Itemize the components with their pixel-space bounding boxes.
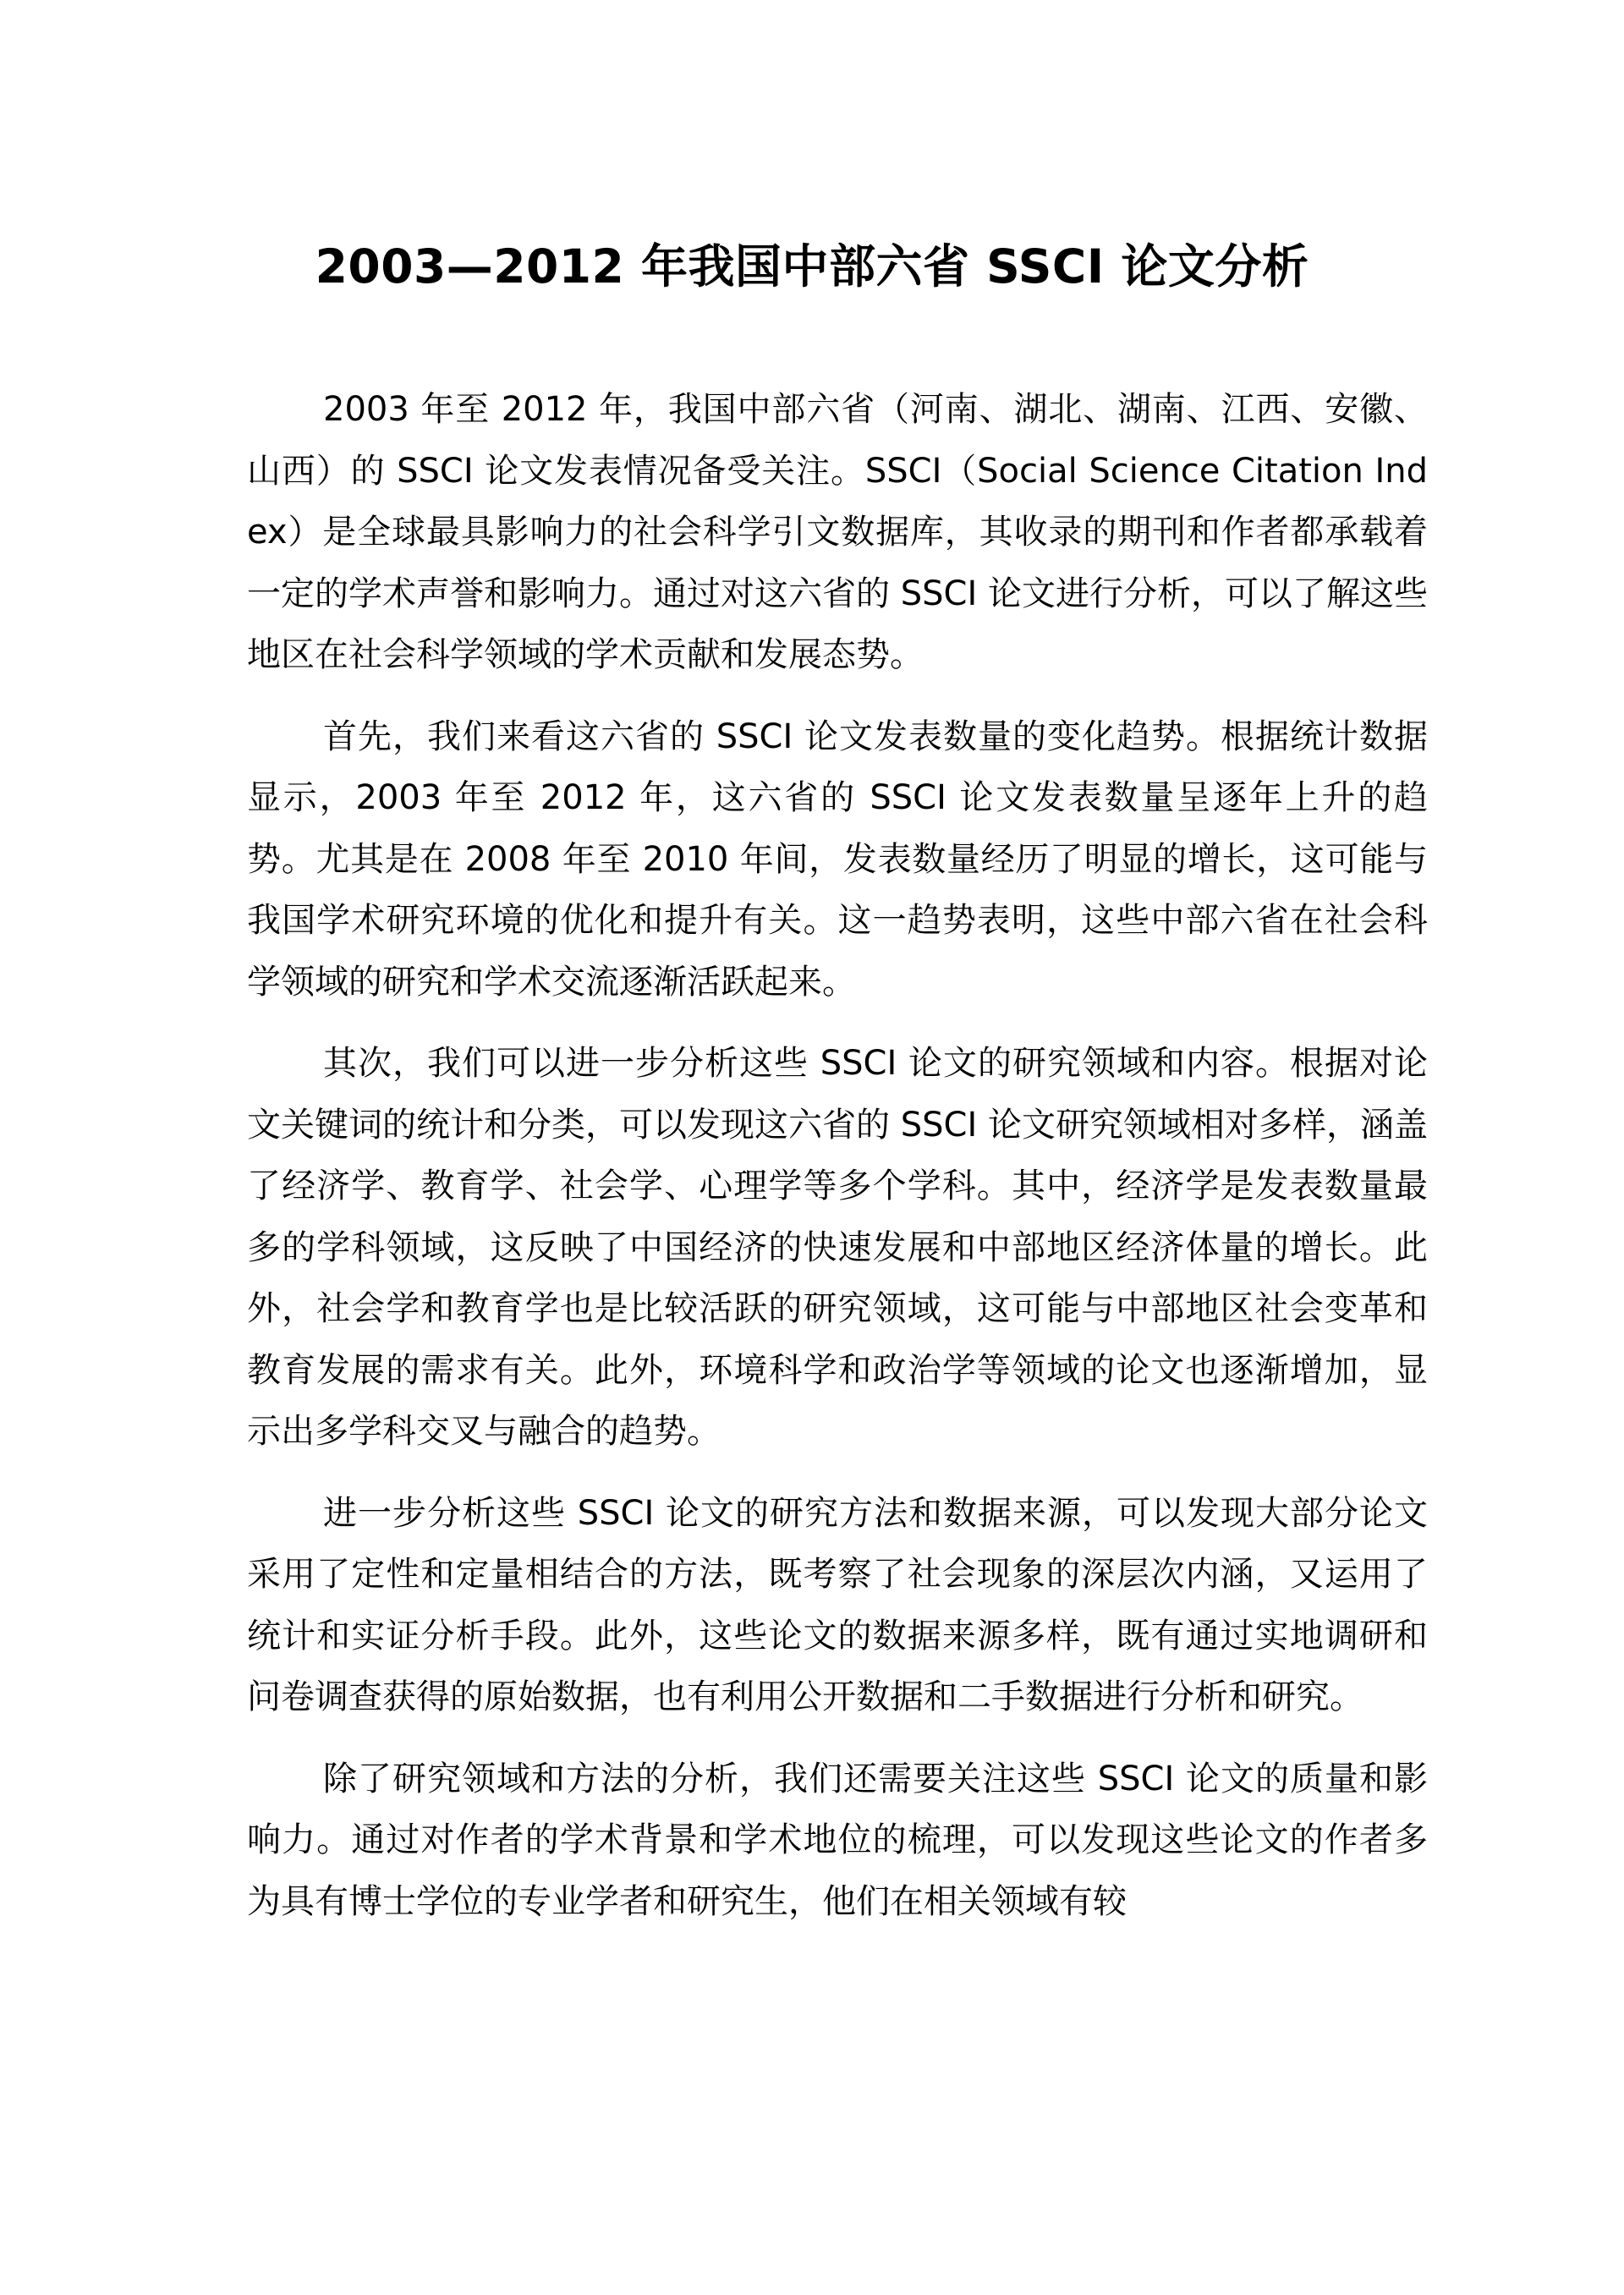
- document-body: [247, 379, 1428, 1952]
- paragraph-methods-data: 进一步分析这些 SSCI 论文的研究方法和数据来源，可以发现大部分论文采用了定性和定量相结合的方法，既考察了社会现象的深层次内涵，又运用了统计和实证分析手段。此外，这些论文的数据来源多样，既有通过实地调研和问卷调查获得的原始数据，也有利用公开数据和二手数据进行分析和研究。: [247, 1493, 1428, 1716]
- paragraph-quality-impact: 除了研究领域和方法的分析，我们还需要关注这些 SSCI 论文的质量和影响力。通过对作者的学术背景和学术地位的梳理，可以发现这些论文的作者多为具有博士学位的专业学者和研究生，他们在相关领域有较: [247, 1759, 1428, 1921]
- page-title: 2003—2012 年我国中部六省 SSCI 论文分析: [315, 239, 1309, 294]
- paragraph-research-fields: 其次，我们可以进一步分析这些 SSCI 论文的研究领域和内容。根据对论文关键词的统计和分类，可以发现这六省的 SSCI 论文研究领域相对多样，涵盖了经济学、教育学、社会学、心理学等多个学科。其中，经济学是发表数量最多的学科领域，这反映了中国经济的快速发展和中部地区经济体量的增长。此外，社会学和教育学也是比较活跃的研究领域，这可能与中部地区社会变革和教育发展的需求有关。此外，环境科学和政治学等领域的论文也逐渐增加，显示出多学科交叉与融合的趋势。: [247, 1044, 1428, 1451]
- paragraph-publication-trend: 首先，我们来看这六省的 SSCI 论文发表数量的变化趋势。根据统计数据显示，2003 年至 2012 年，这六省的 SSCI 论文发表数量呈逐年上升的趋势。尤其是在 2008 年至 2010 年间，发表数量经历了明显的增长，这可能与我国学术研究环境的优化和提升有关。这一趋势表明，这些中部六省在社会科学领域的研究和学术交流逐渐活跃起来。: [247, 717, 1428, 1002]
- paragraph-intro: 2003 年至 2012 年，我国中部六省（河南、湖北、湖南、江西、安徽、山西）的 SSCI 论文发表情况备受关注。SSCI（Social Science Citation Index）是全球最具影响力的社会科学引文数据库，其收录的期刊和作者都承载着一定的学术声誉和影响力。通过对这六省的 SSCI 论文进行分析，可以了解这些地区在社会科学领域的学术贡献和发展态势。: [247, 390, 1428, 674]
